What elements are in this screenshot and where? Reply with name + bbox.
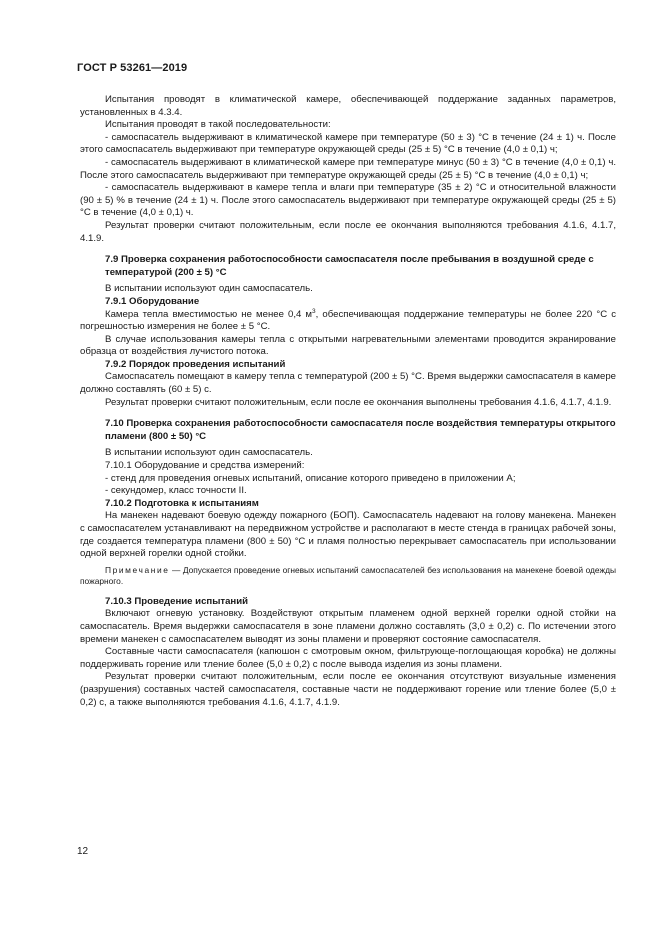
list-item: - самоспасатель выдерживают в камере тепла и влаги при температуре (35 ± 2) °С и относительной влажности (90 ± 5) % в течение (24 ± 1) ч. После этого самоспасатель выдерживают при температуре окружающей среды (25 ± 5) °С в течение (4,0 ± 0,1) ч. <box>80 182 616 219</box>
list-item: - секундомер, класс точности II. <box>105 485 247 497</box>
text-span: , обеспечивающая поддержание температуры не более 220 °С с погрешностью измерения не более ± 5 °С. <box>80 308 616 333</box>
paragraph: Самоспасатель помещают в камеру тепла с температурой (200 ± 5) °С. Время выдержки самоспасателя в камере должно составлять (60 ± 5) с. <box>80 371 616 396</box>
document-body <box>80 94 616 709</box>
list-item: - самоспасатель выдерживают в климатической камере при температуре (50 ± 3) °С в течение (24 ± 1) ч. После этого самоспасатель выдерживают при температуре окружающей среды (25 ± 5) °С в течение (4,0 ± 0,1) ч; <box>80 131 616 156</box>
paragraph: Результат проверки считают положительным, если после ее окончания выполнены требования 4.1.6, 4.1.7, 4.1.9. <box>105 396 612 408</box>
note-text: — Допускается проведение огневых испытаний самоспасателей без использования на манекене боевой одежды пожарного. <box>80 564 616 586</box>
text-span: Камера тепла вместимостью не менее 0,4 м <box>105 308 313 320</box>
document-header: ГОСТ Р 53261—2019 <box>77 62 188 74</box>
paragraph <box>80 309 616 334</box>
subsection-heading-7-10-3: 7.10.3 Проведение испытаний <box>105 595 249 607</box>
paragraph: Включают огневую установку. Воздействуют открытым пламенем одной верхней горелки одной стойки на самоспасатель. Время выдержки самоспасателя в зоне пламени должно составлять (3,0 ± 0,2) с. По истечении этого времени манекен с самоспасателем выводят из зоны пламени и проверяют состояние самоспасателя. <box>80 608 616 645</box>
subsection-heading-7-10-2: 7.10.2 Подготовка к испытаниям <box>105 497 259 509</box>
paragraph: На манекен надевают боевую одежду пожарного (БОП). Самоспасатель надевают на голову манекена. Манекен с самоспасателем устанавливают на передвижном устройстве и располагают в месте стенда в границах рабочей зоны, где создается температура пламени (800 ± 50) °С и пламя полностью перекрывает самоспасатель при использовании одной верхней горелки одной стойки. <box>80 510 616 560</box>
note-label: Примечание <box>105 564 170 575</box>
section-heading-7-9: 7.9 Проверка сохранения работоспособности самоспасателя после пребывания в воздушной среде с температурой (200 ± 5) °С <box>105 254 594 278</box>
list-item: - самоспасатель выдерживают в климатической камере при температуре минус (50 ± 3) °С в течение (4,0 ± 0,1) ч. После этого самоспасатель выдерживают при температуре окружающей среды (25 ± 5) °С в течение (4,0 ± 0,1) ч; <box>80 156 616 181</box>
subsection-heading-7-9-1: 7.9.1 Оборудование <box>105 295 200 307</box>
section-heading-7-10: 7.10 Проверка сохранения работоспособности самоспасателя после воздействия температуры открытого пламени (800 ± 50) °С <box>105 418 616 442</box>
list-item: - стенд для проведения огневых испытаний, описание которого приведено в приложении А; <box>105 472 516 484</box>
paragraph: Результат проверки считают положительным, если после ее окончания выполняются требования 4.1.6, 4.1.7, 4.1.9. <box>80 219 616 244</box>
paragraph: Испытания проводят в такой последовательности: <box>105 119 331 131</box>
superscript: 3 <box>312 307 316 315</box>
paragraph: В случае использования камеры тепла с открытыми нагревательными элементами проводится экранирование образца от воздействия лучистого потока. <box>80 333 616 358</box>
page-number: 12 <box>77 846 89 857</box>
paragraph: Испытания проводят в климатической камере, обеспечивающей поддержание заданных параметров, установленных в 4.3.4. <box>80 94 616 118</box>
paragraph: Результат проверки считают положительным, если после ее окончания отсутствуют визуальные изменения (разрушения) составных частей самоспасателя, составные части не поддерживают горение или тление более (5,0 ± 0,2) с, а также выполняются требования 4.1.6, 4.1.7, 4.1.9. <box>80 671 616 708</box>
subsection-heading-7-9-2: 7.9.2 Порядок проведения испытаний <box>105 358 286 370</box>
paragraph: 7.10.1 Оборудование и средства измерений: <box>105 460 305 472</box>
paragraph: В испытании используют один самоспасатель. <box>105 283 313 295</box>
paragraph: В испытании используют один самоспасатель. <box>105 447 313 459</box>
paragraph: Составные части самоспасателя (капюшон с смотровым окном, фильтрующе-поглощающая коробка) не должны поддерживать горение или тление более (5,0 ± 0,2) с после вывода изделия из зоны пламени. <box>80 646 616 670</box>
note <box>80 565 616 587</box>
